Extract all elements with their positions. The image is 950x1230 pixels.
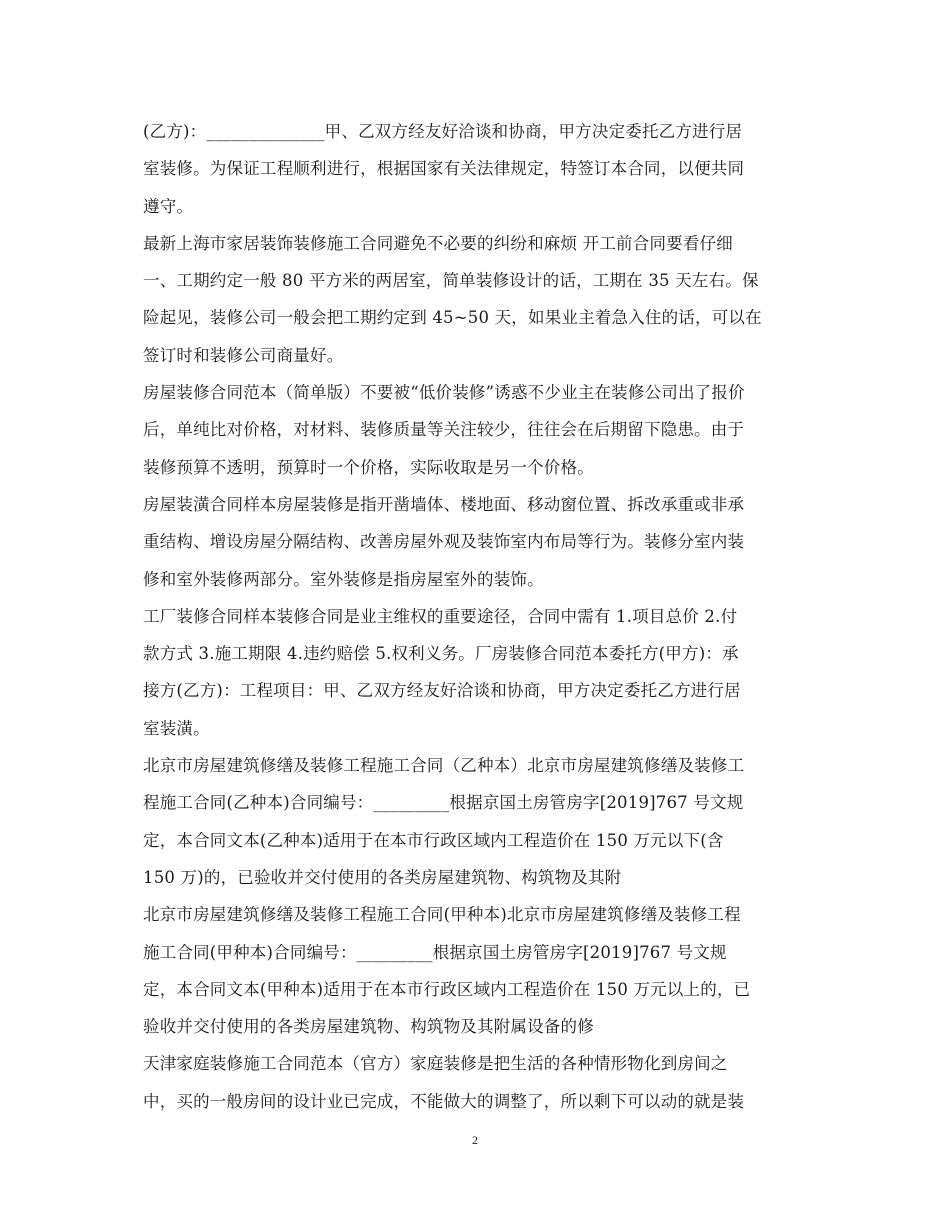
paragraph-factory-contract <box>143 598 818 747</box>
paragraph-contract-intro <box>143 113 818 225</box>
text-line: 房屋装修合同范本（简单版）不要被“低价装修”诱惑不少业主在装修公司出了报价 <box>143 383 745 403</box>
text-line: 工厂装修合同样本装修合同是业主维权的重要途径，合同中需有 1.项目总价 2.付 <box>143 606 738 626</box>
paragraph-simple-template <box>143 374 818 486</box>
text-line: 款方式 3.施工期限 4.违约赔偿 5.权利义务。厂房装修合同范本委托方(甲方)：承 <box>143 644 739 664</box>
text-line: 程施工合同(乙种本)合同编号：_________根据京国土房管房字[2019]767 号文规 <box>143 793 744 813</box>
paragraph-beijing-type-b <box>143 747 818 896</box>
text-line: 修和室外装修两部分。室外装修是指房屋室外的装饰。 <box>143 569 544 589</box>
text-line: 北京市房屋建筑修缮及装修工程施工合同(甲种本)北京市房屋建筑修缮及装修工程 <box>143 905 741 925</box>
paragraph-schedule <box>143 262 818 374</box>
text-line: 遵守。 <box>143 196 194 216</box>
page-number: 2 <box>472 1133 478 1147</box>
text-line: 重结构、增设房屋分隔结构、改善房屋外观及装饰室内布局等行为。装修分室内装 <box>143 532 745 552</box>
text-line: 天津家庭装修施工合同范本（官方）家庭装修是把生活的各种情形物化到房间之 <box>143 1054 728 1074</box>
paragraph-shanghai-contract <box>143 225 818 262</box>
paragraph-tianjin-contract <box>143 1045 818 1120</box>
text-line: 最新上海市家居装饰装修施工合同避免不必要的纠纷和麻烦 开工前合同要看仔细 <box>143 233 733 253</box>
text-line: 中，买的一般房间的设计业已完成，不能做大的调整了，所以剩下可以动的就是装 <box>143 1091 745 1111</box>
text-line: 接方(乙方)：工程项目：甲、乙双方经友好洽谈和协商，甲方决定委托乙方进行居 <box>143 681 741 701</box>
text-line: 室装修。为保证工程顺利进行，根据国家有关法律规定，特签订本合同，以便共同 <box>143 159 745 179</box>
text-line: 房屋装潢合同样本房屋装修是指开凿墙体、楼地面、移动窗位置、拆改承重或非承 <box>143 494 745 514</box>
text-line: 北京市房屋建筑修缮及装修工程施工合同（乙种本）北京市房屋建筑修缮及装修工 <box>143 756 745 776</box>
text-line: 室装潢。 <box>143 718 210 738</box>
text-line: 险起见，装修公司一般会把工期约定到 45~50 天，如果业主着急入住的话，可以在 <box>143 308 762 328</box>
document-body <box>143 113 818 1120</box>
paragraph-beijing-type-a <box>143 896 818 1045</box>
text-line: (乙方)：______________甲、乙双方经友好洽谈和协商，甲方决定委托乙方进行居 <box>143 122 743 141</box>
text-line: 签订时和装修公司商量好。 <box>143 345 344 365</box>
text-line: 150 万)的，已验收并交付使用的各类房屋建筑物、构筑物及其附 <box>143 867 622 887</box>
text-line: 施工合同(甲种本)合同编号：_________根据京国土房管房字[2019]767 号文规 <box>143 942 727 962</box>
text-line: 装修预算不透明，预算时一个价格，实际收取是另一个价格。 <box>143 457 594 477</box>
text-line: 后，单纯比对价格，对材料、装修质量等关注较少，往往会在后期留下隐患。由于 <box>143 420 745 440</box>
text-line: 定，本合同文本(乙种本)适用于在本市行政区域内工程造价在 150 万元以下(含 <box>143 830 724 850</box>
text-line: 验收并交付使用的各类房屋建筑物、构筑物及其附属设备的修 <box>143 1017 594 1037</box>
text-line: 一、工期约定一般 80 平方米的两居室，简单装修设计的话，工期在 35 天左右。保 <box>143 271 759 291</box>
paragraph-decoration-definition <box>143 486 818 598</box>
text-line: 定，本合同文本(甲种本)适用于在本市行政区域内工程造价在 150 万元以上的，已 <box>143 979 751 999</box>
